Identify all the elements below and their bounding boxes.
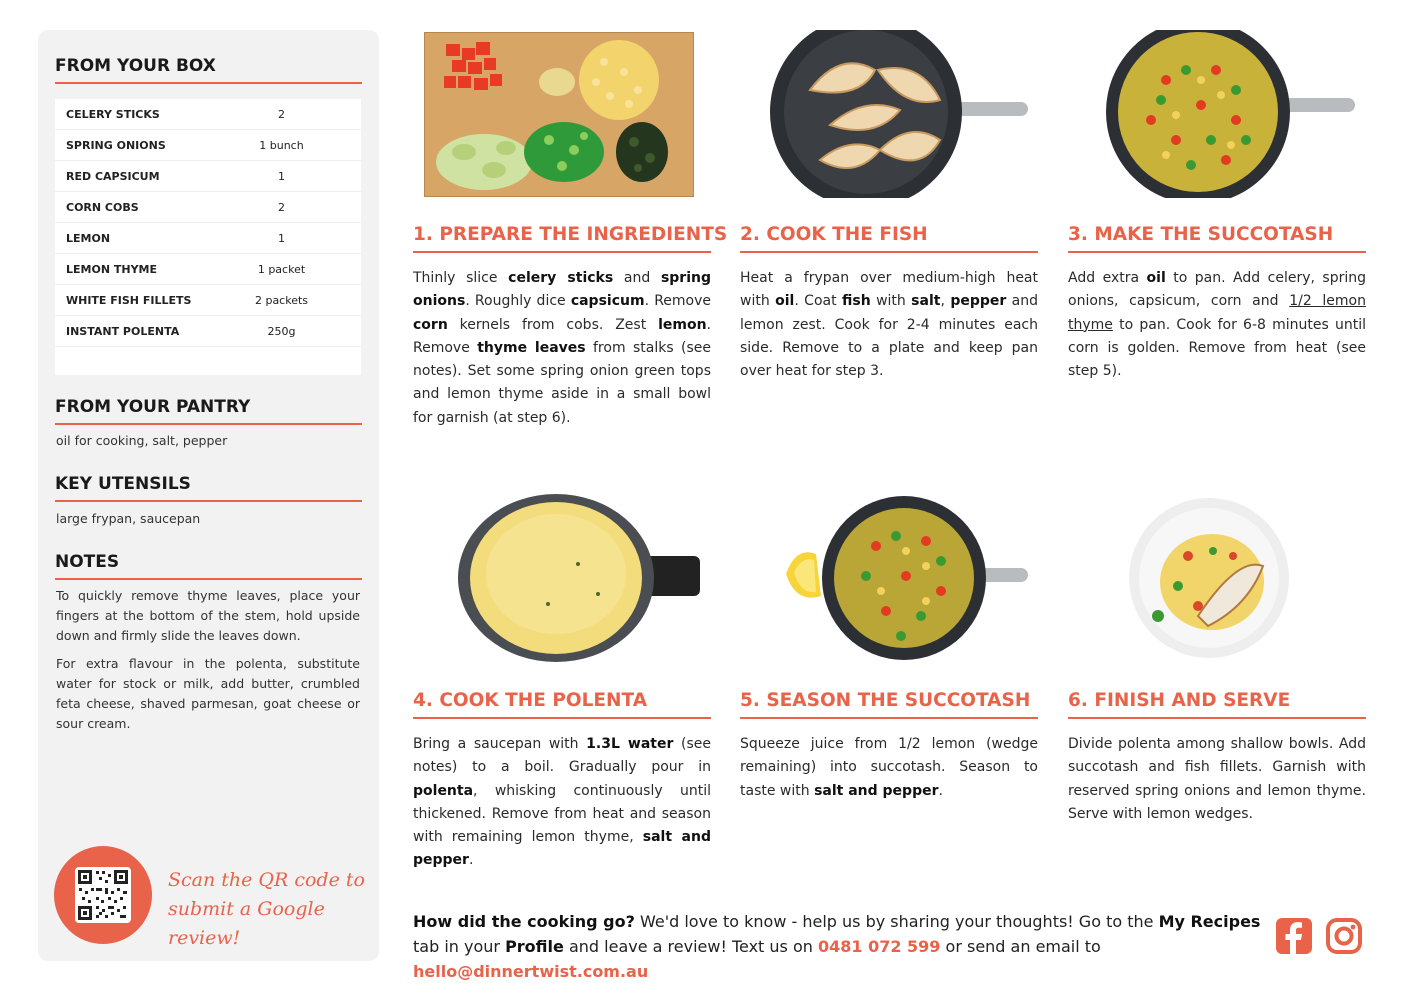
qr-caption-line-2: submit a Google review! [168, 898, 325, 949]
step-4-text: Bring a saucepan with 1.3L water (see notes) to a boil. Gradually pour in polenta, whisking continuously until thickened. Remove from heat and season with remaining lemon thyme, salt and pepper. [413, 736, 711, 869]
step-3-title: 3. MAKE THE SUCCOTASH [1068, 224, 1366, 253]
sidebar [38, 30, 379, 961]
table-row [55, 161, 361, 192]
ingredient-name: SPRING ONIONS [66, 138, 166, 152]
step-5-text: Squeeze juice from 1/2 lemon (wedge remaining) into succotash. Season to taste with salt and pepper. [740, 736, 1038, 799]
ingredient-qty: 2 [278, 200, 285, 214]
ingredient-name: RED CAPSICUM [66, 169, 160, 183]
from-your-pantry-heading: FROM YOUR PANTRY [55, 397, 362, 425]
footer-review-message: How did the cooking go? We'd love to know - help us by sharing your thoughts! Go to the My Recipes tab in your Profile and leave a review! Text us on 0481 072 599 or send an email to hello@dinnertwist.com.au [413, 912, 1261, 981]
ingredient-name: CORN COBS [66, 200, 139, 214]
step-4-title: 4. COOK THE POLENTA [413, 690, 711, 719]
utensils-text: large frypan, saucepan [56, 511, 201, 526]
facebook-icon[interactable] [1275, 917, 1313, 955]
step-2-title: 2. COOK THE FISH [740, 224, 1038, 253]
ingredient-name: CELERY STICKS [66, 107, 160, 121]
ingredient-name: WHITE FISH FILLETS [66, 293, 192, 307]
ingredient-qty: 1 bunch [259, 138, 304, 152]
note-2: For extra flavour in the polenta, substitute water for stock or milk, add butter, crumbled feta cheese, shaved parmesan, goat cheese or sour cream. [56, 656, 360, 731]
polenta-pot-image [458, 494, 702, 662]
step-5-title: 5. SEASON THE SUCCOTASH [740, 690, 1038, 719]
qr-caption-line-1: Scan the QR code to [168, 869, 365, 891]
ingredient-qty: 1 packet [257, 262, 306, 276]
note-1: To quickly remove thyme leaves, place your fingers at the bottom of the stem, hold upside down and firmly slide the leaves down. [56, 588, 360, 643]
email-link[interactable]: hello@dinnertwist.com.au [413, 962, 649, 981]
table-row [55, 130, 361, 161]
ingredient-name: INSTANT POLENTA [66, 324, 180, 338]
instagram-icon[interactable] [1325, 917, 1363, 955]
ingredient-qty: 1 [278, 231, 285, 245]
prepared-ingredients-image [424, 32, 694, 197]
phone-link[interactable]: 0481 072 599 [817, 937, 941, 956]
step-1-text: Thinly slice celery sticks and spring onions. Roughly dice capsicum. Remove corn kernels from cobs. Zest lemon. Remove thyme leaves from stalks (see notes). Set some spring onion green tops and lemon thyme aside in a small bowl for garnish (at step 6). [413, 270, 712, 426]
from-your-box-heading: FROM YOUR BOX [55, 56, 362, 84]
succotash-pan-image [1106, 30, 1358, 198]
step-1-title: 1. PREPARE THE INGREDIENTS [413, 224, 711, 253]
table-row [55, 223, 361, 254]
qr-code-icon[interactable] [75, 867, 131, 923]
table-row [55, 316, 361, 347]
ingredient-qty: 2 [278, 107, 285, 121]
ingredient-name: LEMON THYME [66, 262, 157, 276]
ingredient-qty: 250g [267, 324, 296, 338]
ingredient-name: LEMON [66, 231, 111, 245]
table-row [55, 254, 361, 285]
ingredient-qty: 1 [278, 169, 285, 183]
fish-pan-image [770, 30, 1032, 198]
table-row [55, 285, 361, 316]
step-6-title: 6. FINISH AND SERVE [1068, 690, 1366, 719]
table-row [55, 192, 361, 223]
table-row [55, 99, 361, 130]
notes-heading: NOTES [55, 552, 362, 580]
step-2-text: Heat a frypan over medium-high heat with oil. Coat fish with salt, pepper and lemon zest. Cook for 2-4 minutes each side. Remove to a plate and keep pan over heat for step 3. [740, 270, 1039, 380]
ingredient-qty: 2 packets [254, 293, 309, 307]
seasoned-succotash-image [776, 496, 1032, 662]
qr-caption [168, 866, 368, 953]
ingredients-table [55, 99, 361, 375]
step-6-text: Divide polenta among shallow bowls. Add succotash and fish fillets. Garnish with reserved spring onions and lemon thyme. Serve with lemon wedges. [1068, 736, 1366, 822]
pantry-text: oil for cooking, salt, pepper [56, 433, 228, 448]
step-3-text: Add extra oil to pan. Add celery, spring onions, capsicum, corn and 1/2 lemon thyme to pan. Cook for 6-8 minutes until corn is golden. Remove from heat (see step 5). [1068, 270, 1367, 380]
key-utensils-heading: KEY UTENSILS [55, 474, 362, 502]
qr-badge [54, 846, 152, 944]
plated-dish-image [1128, 496, 1290, 660]
